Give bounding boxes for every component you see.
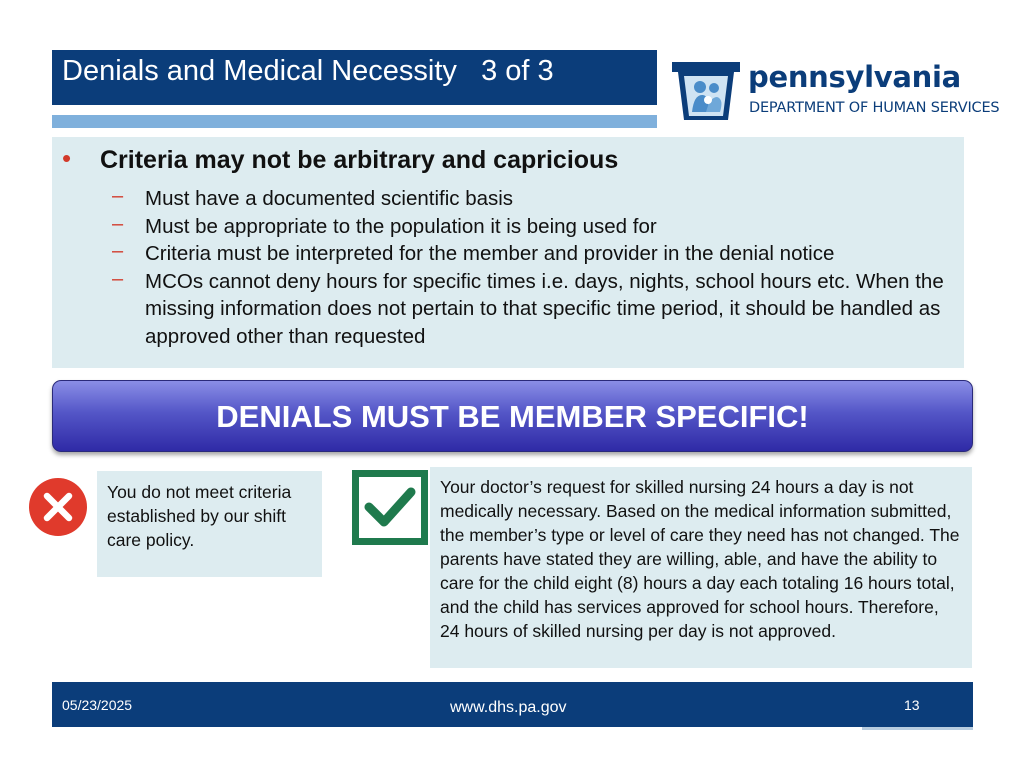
checkbox-check-icon [352,470,428,545]
list-item [110,213,945,241]
bullet-dot-icon: • [62,143,72,173]
list-item-text: Must be appropriate to the population it is being used for [145,214,657,238]
page-number: 13 [904,697,920,713]
pa-dhs-logo [670,52,1010,127]
criteria-panel [52,137,964,368]
good-example-text: Your doctor’s request for skilled nursing 24 hours a day is not medically necessary. Based on the medical information submitted, the member’s type or level of care they need has not changed. The parents have stated they are willing, able, and have the ability to care for the child eight (8) hours a day each totaling 16 hours total, and the child has services approved for school hours. Therefore, 24 hours of skilled nursing per day is not approved. [430,467,972,668]
x-circle-icon [28,477,88,537]
bad-example-text: You do not meet criteria established by our shift care policy. [97,471,322,577]
footer-date: 05/23/2025 [62,697,133,713]
dash-icon: – [112,212,124,235]
footer-url: www.dhs.pa.gov [450,699,567,716]
criteria-list [110,185,945,350]
criteria-heading: Criteria may not be arbitrary and capricious [100,146,619,174]
keystone-family-icon [670,54,742,126]
dash-icon: – [112,240,124,262]
list-item [110,268,945,351]
list-item-text: MCOs cannot deny hours for specific times i.e. days, nights, school hours etc. When the missing information does not pertain to that specific time period, it should be handled as approved other than requested [145,269,944,348]
logo-department: DEPARTMENT OF HUMAN SERVICES [749,100,1000,116]
list-item [110,240,945,268]
title-accent-bar [52,115,657,128]
dash-icon: – [112,185,124,207]
footer-bar [52,682,973,727]
list-item-text: Criteria must be interpreted for the member and provider in the denial notice [145,242,835,265]
dash-icon: – [112,267,124,290]
list-item [110,185,945,213]
logo-wordmark: pennsylvania [748,60,961,94]
member-specific-banner: DENIALS MUST BE MEMBER SPECIFIC! [52,380,973,452]
slide-title: Denials and Medical Necessity 3 of 3 [52,50,657,105]
list-item-text: Must have a documented scientific basis [145,187,514,210]
